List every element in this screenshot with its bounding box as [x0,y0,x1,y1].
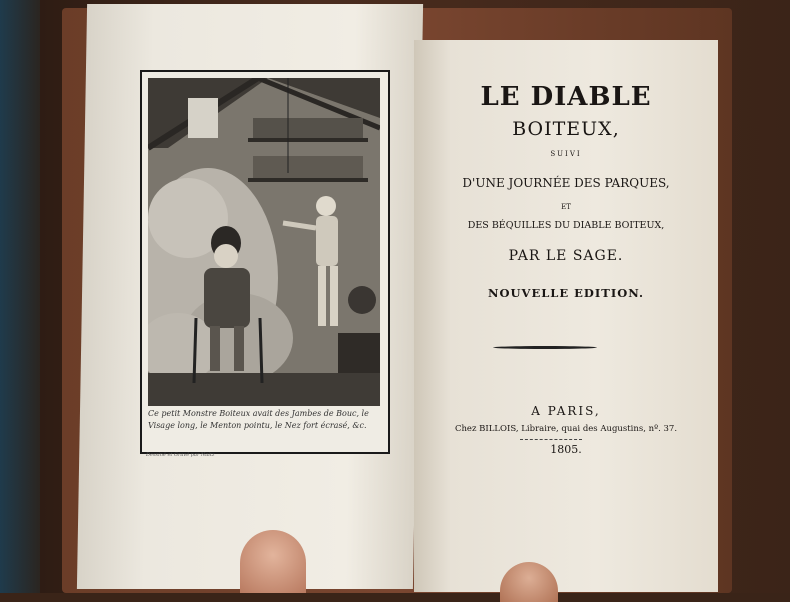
engraver-credit: Dessiné et Gravé par Naitz [146,452,215,458]
title-line-4: D'UNE JOURNÉE DES PARQUES, [462,176,670,190]
dotted-rule [520,439,582,440]
table-edge [0,0,40,593]
title-line-1: LE DIABLE [480,82,652,112]
title-line-6: DES BÉQUILLES DU DIABLE BOITEUX, [467,220,665,231]
title-line-3: SUIVI [550,150,582,158]
title-line-5: ET [561,203,571,211]
title-line-2: BOITEUX, [512,118,620,140]
decorative-rule [493,346,597,349]
engraving-caption: Ce petit Monstre Boiteux avait des Jambes de Bouc, le Visage long, le Menton pointu, le Nez fort écrasé, &c. [148,409,369,430]
edition-line: NOUVELLE EDITION. [487,286,645,300]
imprint-publisher: Chez BILLOIS, Libraire, quai des Augustins, nº. 37. [454,424,678,434]
left-thumb [240,530,306,593]
imprint-year: 1805. [550,443,582,456]
author-line: PAR LE SAGE. [508,248,624,264]
engraving-scene [148,78,380,406]
imprint-place: A PARIS, [531,404,601,418]
engraving-illustration [148,78,380,406]
